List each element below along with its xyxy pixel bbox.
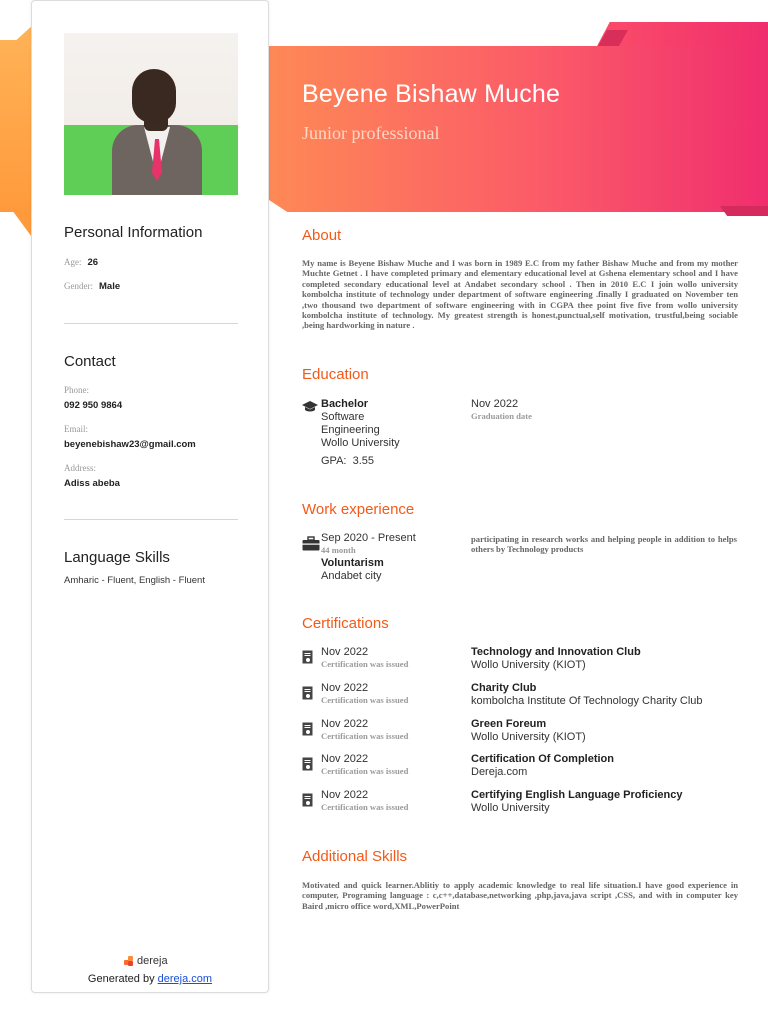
education-gpa [321,455,374,468]
work-period: Sep 2020 - Present [321,532,416,544]
address-value: Adiss abeba [64,478,120,489]
certification-caption: Certification was issued [321,731,409,741]
certification-date: Nov 2022 [321,646,369,658]
certification-date: Nov 2022 [321,718,369,730]
certifications-title: Certifications [302,615,389,632]
education-title: Education [302,366,369,383]
age-row [64,257,98,268]
education-date-caption: Graduation date [471,411,532,421]
phone-label: Phone: [64,385,90,395]
divider [64,323,238,324]
gender-value: Male [99,281,121,292]
about-text: My name is Beyene Bishaw Muche and I was born in 1989 E.C from my father Bishaw Muche and from my mother Muchte Getnet . I have completed primary and elementary educational level at Gshena elementary school and I have completed secondary educational level at Andabet secondary school . Then in 2010 E.C I join wollo university kombolcha institute of technology under department of software engineering .finally I graduated on November ten ,two thousand two department of software engineering with in CGPA thee point five five from wollo university kombolcha institute of technology. My greatest strength is honest,punctual,self motivation, trustful,being sociable ,being hardworking in nature . [302,258,738,331]
education-field-line1: Software [321,411,365,423]
education-field-line2: Engineering [321,424,380,436]
certificate-icon [302,650,318,664]
dereja-logo-icon [124,956,134,966]
resume-name: Beyene Bishaw Muche [302,80,561,108]
language-skills-text: Amharic - Fluent, English - Fluent [64,575,205,586]
certification-caption: Certification was issued [321,766,409,776]
age-label: Age: [64,257,82,267]
education-school: Wollo University [321,437,400,449]
resume-role: Junior professional [302,123,440,143]
profile-photo [64,33,238,195]
address-label: Address: [64,463,96,473]
phone-value: 092 950 9864 [64,400,123,411]
certification-name: Green Foreum [471,718,547,730]
certification-issuer: Wollo University (KIOT) [471,731,586,743]
certification-name: Technology and Innovation Club [471,646,641,658]
additional-skills-title: Additional Skills [302,848,408,865]
work-duration: 44 month [321,545,356,555]
dereja-logo-text: dereja [137,955,168,967]
certification-caption: Certification was issued [321,695,409,705]
divider [64,519,238,520]
certification-issuer: kombolcha Institute Of Technology Charity Club [471,695,703,707]
certificate-icon [302,793,318,807]
age-value: 26 [87,257,99,268]
work-description: participating in research works and helping people in addition to helps others by Technology products [471,534,737,555]
certification-name: Charity Club [471,682,537,694]
generated-by [32,973,268,985]
briefcase-icon [302,536,318,550]
gender-label: Gender: [64,281,93,291]
certification-issuer: Wollo University (KIOT) [471,659,586,671]
certification-issuer: Wollo University [471,802,550,814]
certificate-icon [302,722,318,736]
work-experience-title: Work experience [302,501,415,518]
additional-skills-text: Motivated and quick learner.Ablitiy to apply academic knowledge to real life situation.I have good experience in computer, Programing language : c,c++,database,networking ,php,java,java script ,CSS, and with in computer key Baird ,micro office word,XML,PowerPoint [302,880,738,911]
work-position: Voluntarism [321,557,384,569]
email-value[interactable]: beyenebishaw23@gmail.com [64,439,196,450]
gender-row [64,281,120,292]
certification-issuer: Dereja.com [471,766,528,778]
language-skills-title: Language Skills [64,549,170,566]
certification-date: Nov 2022 [321,682,369,694]
education-date: Nov 2022 [471,398,519,410]
contact-title: Contact [64,353,116,370]
dereja-logo [124,955,168,967]
certification-name: Certifying English Language Proficiency [471,789,683,801]
email-label: Email: [64,424,88,434]
personal-info-title: Personal Information [64,224,203,241]
sidebar-card [31,0,269,993]
graduation-cap-icon [302,399,318,413]
decorative-shape [720,206,768,216]
work-location: Andabet city [321,570,382,582]
certification-date: Nov 2022 [321,753,369,765]
certificate-icon [302,686,318,700]
certification-date: Nov 2022 [321,789,369,801]
certificate-icon [302,757,318,771]
certification-caption: Certification was issued [321,802,409,812]
dereja-link[interactable]: dereja.com [157,973,213,985]
certification-name: Certification Of Completion [471,753,614,765]
gpa-label: GPA: [321,455,347,467]
certification-caption: Certification was issued [321,659,409,669]
generated-by-prefix: Generated by [87,973,158,985]
gpa-value: 3.55 [352,455,375,467]
education-degree: Bachelor [321,398,369,410]
about-title: About [302,227,342,244]
